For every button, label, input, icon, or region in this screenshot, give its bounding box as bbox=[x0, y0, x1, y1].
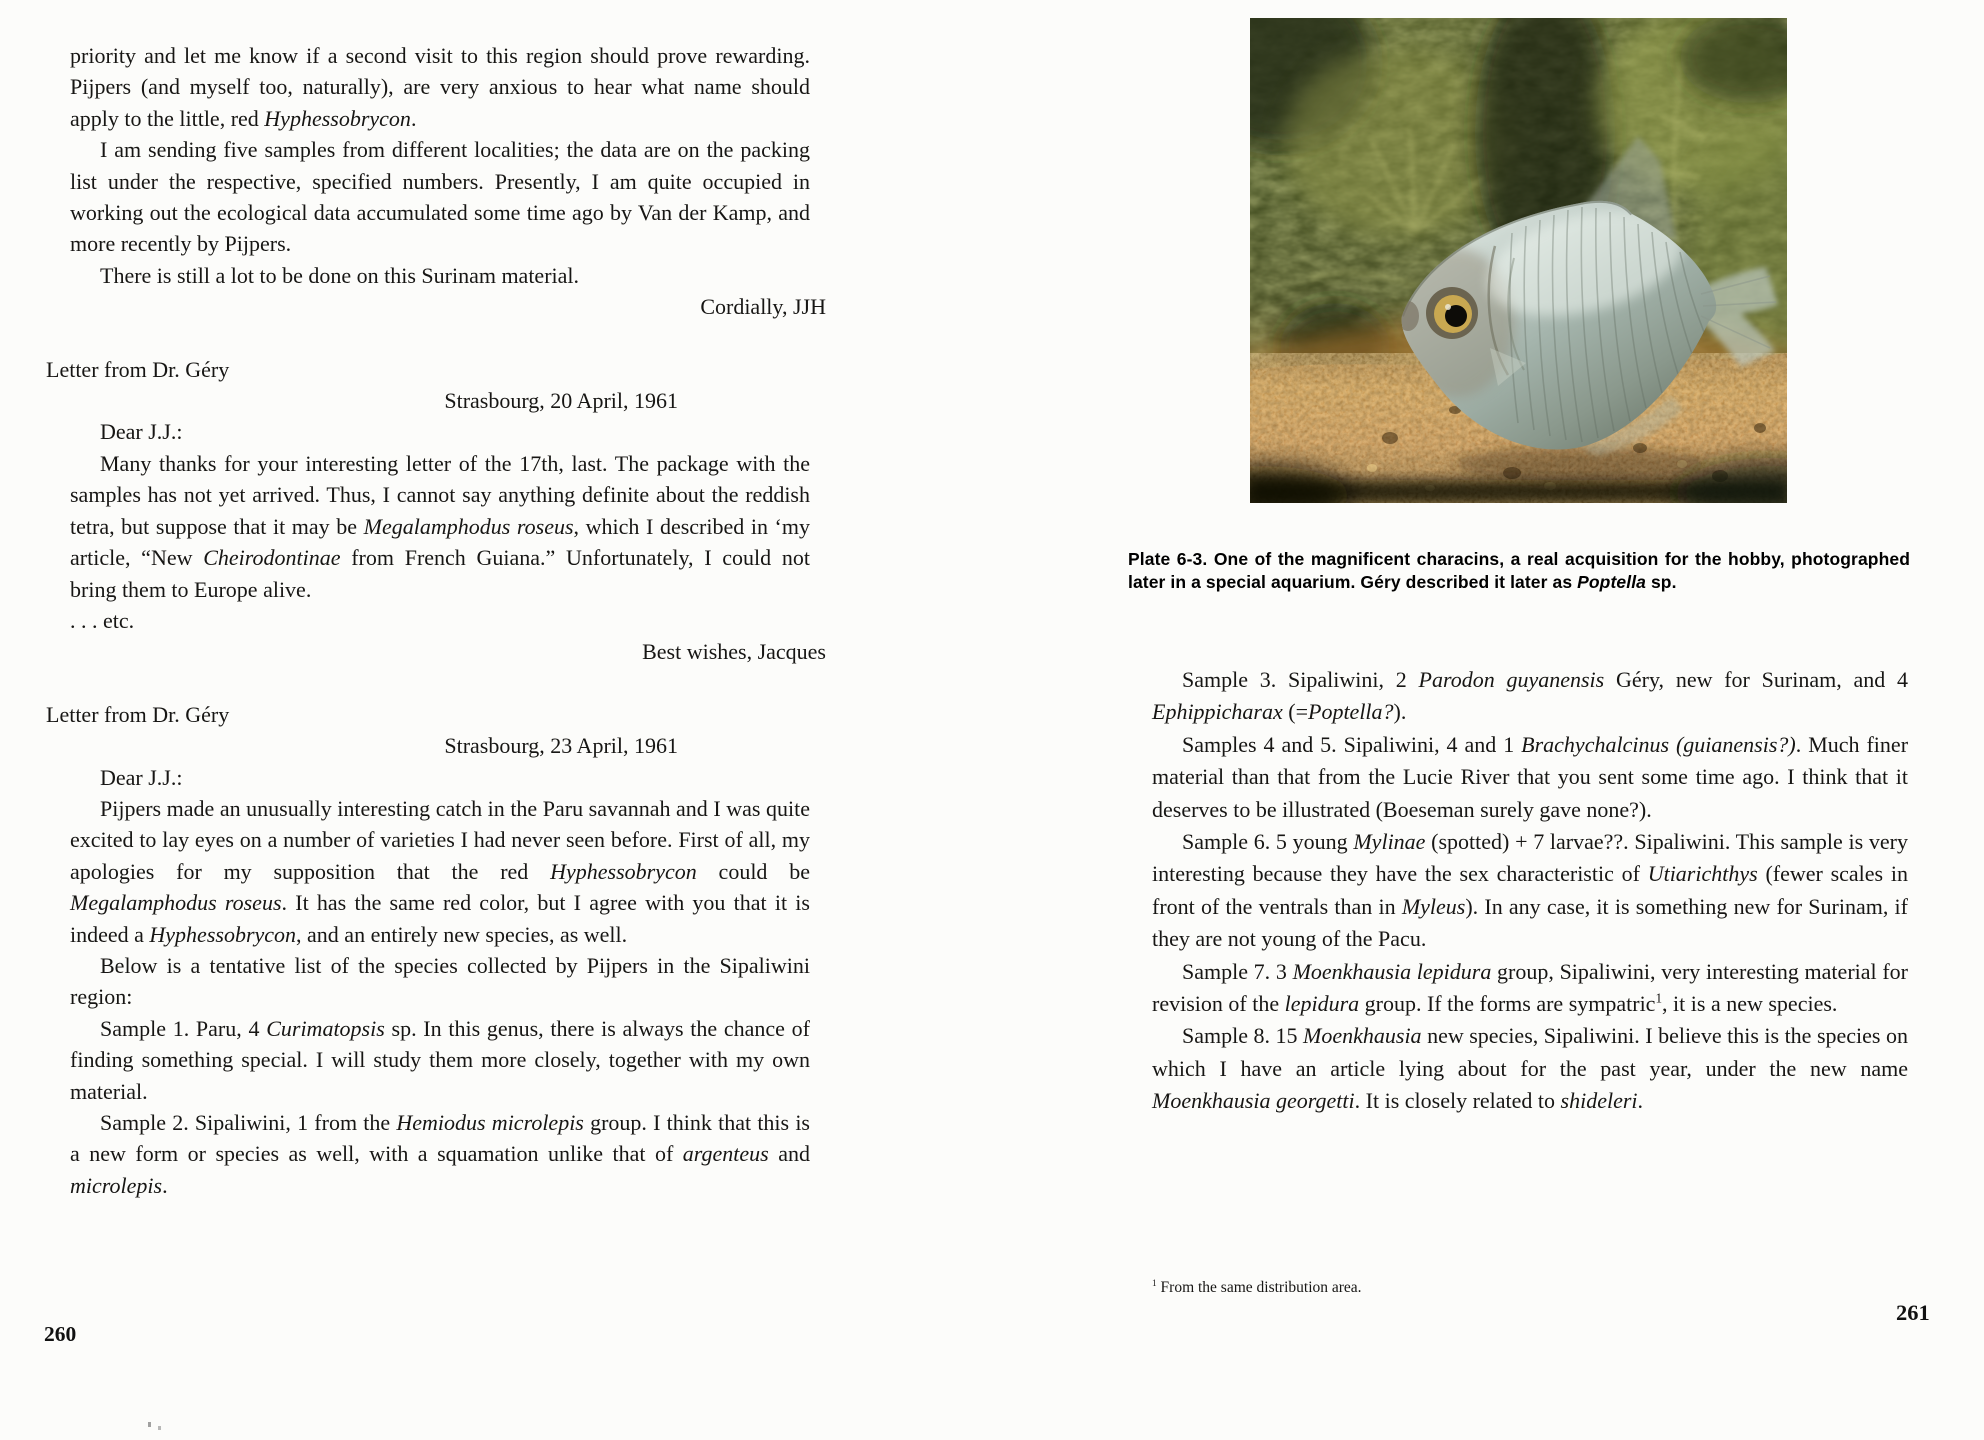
text-run: , which I described in ‘my article, “New bbox=[70, 513, 810, 571]
text-run: . It is closely related to bbox=[1354, 1088, 1561, 1114]
page-number-right: 261 bbox=[1896, 1300, 1930, 1325]
letter-heading bbox=[46, 699, 810, 730]
paragraph bbox=[70, 950, 810, 1013]
text-run: sp. In this genus, there is always the chance of finding something special. I will study them more closely, together with my own material. bbox=[70, 1015, 810, 1104]
text-run: , and an entirely new species, as well. bbox=[296, 921, 628, 947]
paragraph bbox=[1152, 1020, 1908, 1117]
fish-eye-glint bbox=[1445, 304, 1451, 310]
footnote bbox=[1152, 1278, 1908, 1298]
text-run: Samples 4 and 5. Sipaliwini, 4 and 1 bbox=[1182, 731, 1522, 757]
superscript: 1 bbox=[1655, 990, 1663, 1006]
text-run: There is still a lot to be done on this Surinam material. bbox=[100, 262, 580, 288]
text-run: . It has the same red color, but I agree with you that it is indeed a bbox=[70, 890, 810, 947]
italic-text: Hyphessobrycon bbox=[550, 858, 697, 884]
text-run: from French Guiana.” Unfortunately, I could not bring them to Europe alive. bbox=[70, 545, 810, 602]
text-run: Sample 6. 5 young bbox=[1182, 829, 1354, 855]
text-run: . Much finer material than that from the Lucie River that you sent some time ago. I think that it deserves to be illustrated (Boeseman surely gave none?). bbox=[1152, 731, 1909, 822]
text-run: (= bbox=[1282, 699, 1308, 725]
italic-text: Curimatopsis bbox=[266, 1015, 385, 1041]
text-run: ). bbox=[1393, 699, 1407, 725]
text-run: Letter from Dr. Géry bbox=[46, 701, 230, 727]
fish-shadow bbox=[1455, 447, 1705, 481]
text-run: Dear J.J.: bbox=[100, 764, 183, 790]
letter-salutation bbox=[70, 416, 810, 447]
text-run: Below is a tentative list of the species collected by Pijpers in the Sipaliwini region: bbox=[70, 952, 810, 1010]
text-run: new species, Sipaliwini. I believe this is the species on which I have an article lying about for the past year, under the new name bbox=[1152, 1023, 1909, 1081]
letter-signature bbox=[70, 636, 826, 667]
text-run: From the same distribution area. bbox=[1156, 1278, 1362, 1296]
superscript: 1 bbox=[1152, 1278, 1157, 1289]
text-run: Best wishes, Jacques bbox=[642, 639, 826, 665]
text-run: . bbox=[162, 1172, 168, 1198]
italic-text: Hemiodus microlepis bbox=[396, 1110, 584, 1135]
letter-heading bbox=[46, 354, 810, 385]
paragraph bbox=[1152, 664, 1908, 729]
text-run: (spotted) + 7 larvae??. Sipaliwini. This sample is very interesting because they have the sex characteristic of bbox=[1152, 829, 1908, 887]
text-run: Plate 6-3. One of the magnificent characins, a real acquisition for the hobby, photographed later in a special aquarium. Géry described it later as bbox=[1128, 548, 1910, 592]
paragraph bbox=[70, 1107, 810, 1201]
letter-signature bbox=[70, 291, 826, 322]
text-run: . bbox=[410, 105, 417, 131]
aquarium-photo-illustration bbox=[1250, 18, 1787, 503]
etc-line bbox=[70, 605, 810, 636]
text-run: Sample 1. Paru, 4 bbox=[100, 1015, 267, 1041]
italic-text: Hyphessobrycon bbox=[149, 921, 297, 947]
paragraph-continuation bbox=[70, 40, 810, 134]
italic-text: Parodon guyanensis bbox=[1418, 667, 1605, 692]
plate-photo bbox=[1250, 18, 1787, 503]
italic-text: Mylinae bbox=[1353, 829, 1426, 855]
letter-dateline bbox=[70, 730, 810, 761]
italic-text: Poptella bbox=[1577, 572, 1646, 592]
italic-text: Brachychalcinus (guianensis?) bbox=[1521, 731, 1796, 757]
text-run: (fewer scales in front of the ventrals than in bbox=[1152, 861, 1908, 919]
plate-caption bbox=[1128, 548, 1910, 595]
paragraph bbox=[70, 1013, 810, 1107]
paragraph bbox=[70, 793, 810, 950]
italic-text: Poptella? bbox=[1308, 699, 1394, 725]
italic-text: Megalamphodus roseus bbox=[363, 513, 574, 539]
italic-text: Ephippicharax bbox=[1152, 699, 1283, 725]
text-run: could be bbox=[696, 858, 810, 884]
letter-dateline bbox=[70, 385, 810, 416]
italic-text: lepidura bbox=[1284, 991, 1360, 1017]
text-run: . bbox=[1637, 1088, 1644, 1114]
text-run: Sample 7. 3 bbox=[1182, 958, 1293, 984]
text-run: . . . etc. bbox=[70, 607, 135, 633]
paragraph bbox=[70, 260, 810, 291]
paragraph bbox=[70, 134, 810, 260]
text-run: I am sending five samples from different localities; the data are on the packing list under the respective, specified numbers. Presently, I am quite occupied in working out the ecological data accumulated some time ago by Van der Kamp, and more recently by Pijpers. bbox=[70, 137, 810, 257]
paragraph bbox=[70, 448, 810, 605]
text-run: Géry, new for Surinam, and 4 bbox=[1604, 667, 1908, 692]
text-run: ). In any case, it is something new for Surinam, if they are not young of the Pacu. bbox=[1152, 893, 1908, 952]
text-run: Letter from Dr. Géry bbox=[46, 356, 230, 382]
italic-text: shideleri bbox=[1560, 1088, 1638, 1114]
paragraph bbox=[1152, 729, 1908, 826]
text-run: priority and let me know if a second visit to this region should prove rewarding. Pijpers (and myself too, naturally), are very anxious to hear what name should apply to the little, red bbox=[70, 43, 810, 131]
text-run: group, Sipaliwini, very interesting material for revision of the bbox=[1152, 958, 1908, 1017]
text-run: Cordially, JJH bbox=[700, 294, 826, 320]
text-run: , it is a new species. bbox=[1662, 991, 1838, 1017]
text-run: Many thanks for your interesting letter of the 17th, last. The package with the samples has not yet arrived. Thus, I cannot say anything definite about the reddish tetra, but suppose that it may be bbox=[70, 450, 810, 539]
print-speck bbox=[148, 1422, 151, 1427]
italic-text: Megalamphodus roseus bbox=[70, 890, 282, 916]
left-page-text bbox=[46, 40, 826, 1201]
italic-text: argenteus bbox=[682, 1141, 769, 1167]
italic-text: Moenkhausia georgetti bbox=[1152, 1088, 1355, 1114]
page-number-left: 260 bbox=[44, 1322, 77, 1346]
text-run: Sample 2. Sipaliwini, 1 from the bbox=[100, 1110, 397, 1135]
text-run: and bbox=[768, 1141, 810, 1167]
letter-salutation bbox=[70, 762, 810, 793]
paragraph bbox=[1152, 826, 1908, 956]
text-run: Sample 3. Sipaliwini, 2 bbox=[1182, 667, 1419, 692]
text-run: group. I think that this is a new form or species as well, with a squamation unlike that of bbox=[70, 1110, 810, 1167]
text-run: Sample 8. 15 bbox=[1182, 1023, 1304, 1049]
italic-text: Utiarichthys bbox=[1647, 861, 1758, 887]
italic-text: Cheirodontinae bbox=[203, 545, 341, 571]
italic-text: microlepis bbox=[70, 1172, 163, 1198]
text-run: Strasbourg, 20 April, 1961 bbox=[444, 388, 678, 414]
italic-text: Hyphessobrycon bbox=[264, 105, 411, 131]
print-speck bbox=[158, 1426, 161, 1430]
text-run: Dear J.J.: bbox=[100, 419, 183, 445]
text-run: sp. bbox=[1646, 572, 1677, 592]
italic-text: Moenkhausia lepidura bbox=[1292, 958, 1492, 984]
text-run: Strasbourg, 23 April, 1961 bbox=[444, 733, 678, 759]
paragraph bbox=[1152, 956, 1908, 1021]
italic-text: Myleus bbox=[1401, 893, 1466, 919]
text-run: Pijpers made an unusually interesting catch in the Paru savannah and I was quite excited to lay eyes on a number of varieties I had never seen before. First of all, my apologies for my supposition that the red bbox=[70, 795, 810, 884]
right-page-text bbox=[1152, 664, 1908, 1118]
text-run: group. If the forms are sympatric bbox=[1359, 991, 1656, 1017]
italic-text: Moenkhausia bbox=[1303, 1023, 1422, 1049]
